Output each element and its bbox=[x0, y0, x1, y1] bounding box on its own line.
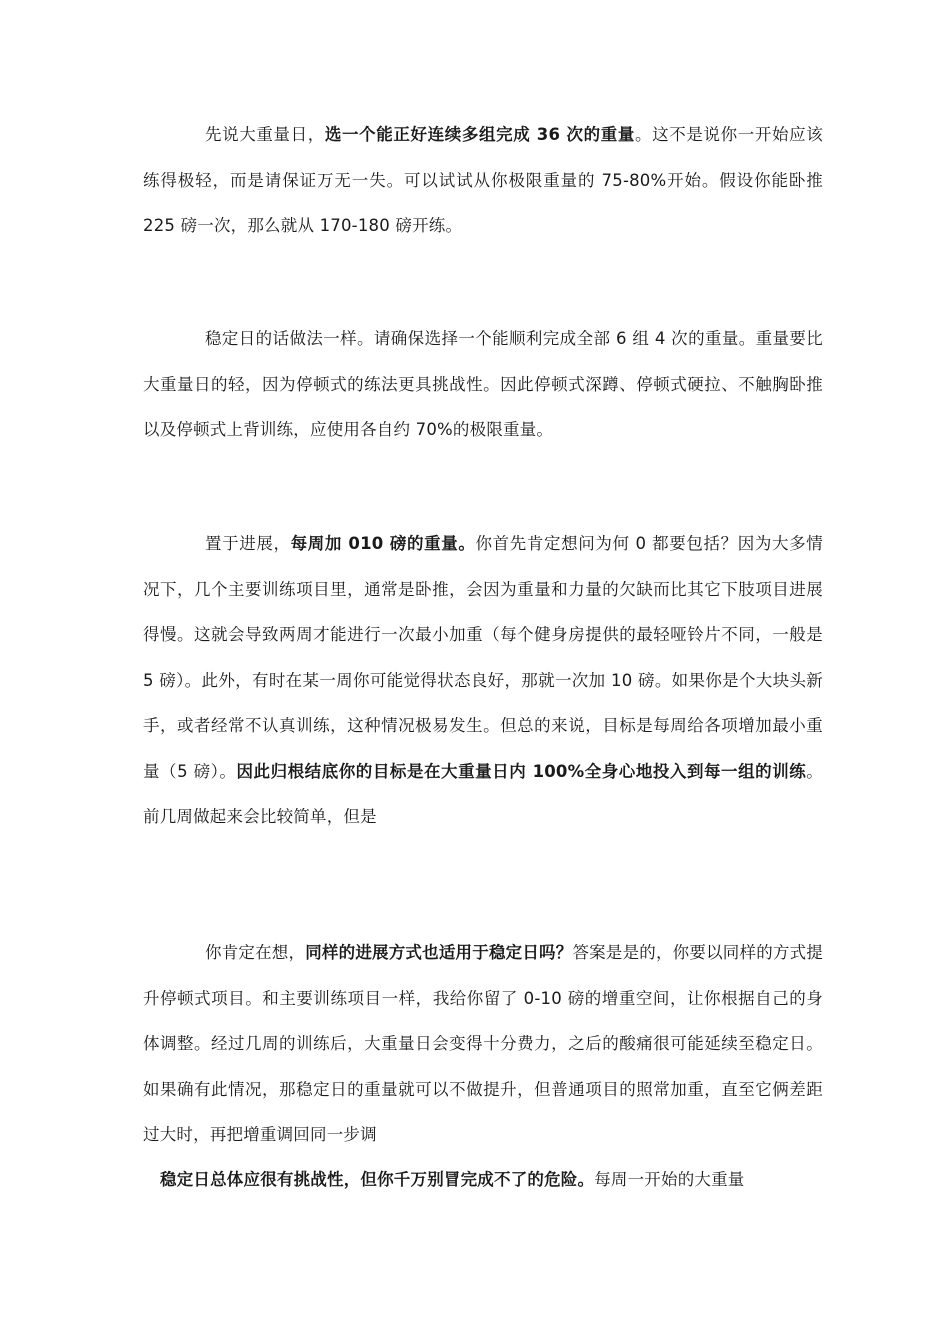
p5-seg-1: 每周一开始的大重量 bbox=[594, 1170, 745, 1189]
p1-seg-0: 先说大重量日， bbox=[205, 125, 325, 144]
p3-seg-2: 你首先肯定想问为何 0 都要包括？因为大多情况下，几个主要训练项目里，通常是卧推，会因为重量和力量的欠缺而比其它下肢项目进展得慢。这就会导致两周才能进行一次最小加重（每个健身房提供的最轻哑铃片不同，一般是 5 磅）。此外，有时在某一周你可能觉得状态良好，那就一次加 10 磅。如果你是个大块头新手，或者经常不认真训练，这种情况极易发生。但总的来说，目标是每周给各项增加最小重量（5 磅）。 bbox=[143, 534, 824, 781]
paragraph-stability-challenge bbox=[143, 1158, 823, 1202]
paragraph-stability-day bbox=[143, 316, 823, 453]
p4-seg-1: 同样的进展方式也适用于稳定日吗？ bbox=[305, 943, 573, 962]
p3-seg-4: 。前几周做起来会比较简单，但是 bbox=[143, 761, 823, 826]
paragraph-stability-progression bbox=[143, 930, 823, 1158]
p4-seg-2: 答案是是的，你要以同样的方式提升停顿式项目。和主要训练项目一样，我给你留了 0-10 磅的增重空间，让你根据自己的身体调整。经过几周的训练后，大重量日会变得十分费力，之后的酸痛很可能延续至稳定日。如果确有此情况，那稳定日的重量就可以不做提升，但普通项目的照常加重，直至它俩差距过大时，再把增重调回同一步调 bbox=[143, 943, 824, 1144]
paragraph-progression bbox=[143, 521, 823, 840]
p3-seg-3: 因此归根结底你的目标是在大重量日内 100%全身心地投入到每一组的训练 bbox=[236, 761, 807, 781]
p3-seg-0: 置于进展， bbox=[205, 534, 291, 553]
paragraph-heavy-day bbox=[143, 112, 823, 249]
p1-seg-2: 。这不是说你一开始应该练得极轻，而是请保证万无一失。可以试试从你极限重量的 75-80%开始。假设你能卧推 225 磅一次，那么就从 170-180 磅开练。 bbox=[143, 125, 823, 235]
p3-seg-1: 每周加 010 磅的重量。 bbox=[290, 534, 476, 553]
p4-seg-0: 你肯定在想， bbox=[205, 943, 306, 962]
p5-seg-0: 稳定日总体应很有挑战性，但你千万别冒完成不了的危险。 bbox=[160, 1170, 595, 1189]
p2-seg-0: 稳定日的话做法一样。请确保选择一个能顺利完成全部 6 组 4 次的重量。重量要比大重量日的轻，因为停顿式的练法更具挑战性。因此停顿式深蹲、停顿式硬拉、不触胸卧推以及停顿式上背训练，应使用各自约 70%的极限重量。 bbox=[143, 329, 823, 439]
p1-seg-1: 选一个能正好连续多组完成 36 次的重量 bbox=[324, 125, 636, 144]
